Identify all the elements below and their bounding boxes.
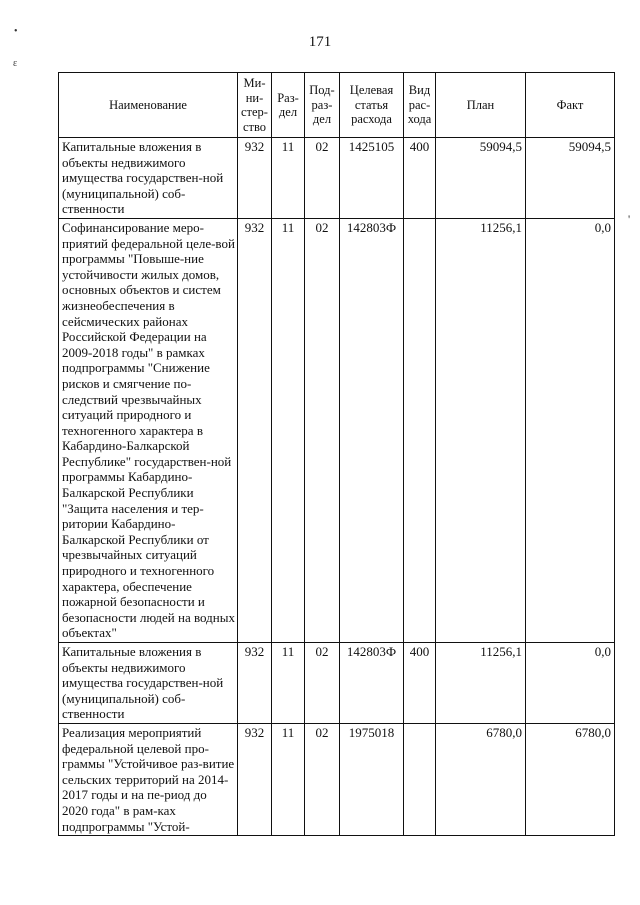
row-plan: 11256,1 [436, 643, 526, 724]
row-plan: 11256,1 [436, 218, 526, 642]
budget-table [58, 72, 615, 836]
row-name: Софинансирование меро-приятий федеральной целе-вой программы "Повыше-ние устойчивости жилых домов, основных объектов и систем жизнеобеспечения в сейсмических районах Российской Федерации на 2009-2018 годы" в рамках подпрограммы "Снижение рисков и смягчение по-следствий чрезвычайных ситуаций природного и техногенного характера в Кабардино-Балкарской Республике" государствен-ной программы Кабардино-Балкарской Республики "Защита населения и тер-ритории Кабардино-Балкарской Республики от чрезвычайных ситуаций природного и техногенного характера, обеспечение пожарной безопасности и безопасности людей на водных объектах" [59, 218, 238, 642]
header-subsection: Под- раз- дел [305, 73, 340, 138]
row-target-item: 142803Ф [340, 643, 404, 724]
row-fact: 6780,0 [526, 723, 615, 835]
row-name: Реализация мероприятий федеральной целевой про-граммы "Устойчивое раз-витие сельских территорий на 2014-2017 годы и на пе-риод до 2020 года" в рам-ках подпрограммы "Устой- [59, 723, 238, 835]
header-name: Наименование [59, 73, 238, 138]
row-ministry: 932 [238, 723, 272, 835]
table-row [59, 218, 615, 642]
row-subsection: 02 [305, 723, 340, 835]
header-ministry: Ми- ни- стер- ство [238, 73, 272, 138]
row-section: 11 [272, 723, 305, 835]
header-section: Раз- дел [272, 73, 305, 138]
row-target-item: 1975018 [340, 723, 404, 835]
row-subsection: 02 [305, 643, 340, 724]
row-ministry: 932 [238, 643, 272, 724]
row-section: 11 [272, 218, 305, 642]
table-header-row [59, 73, 615, 138]
row-ministry: 932 [238, 218, 272, 642]
row-ministry: 932 [238, 138, 272, 219]
header-target-item: Целевая статья расхода [340, 73, 404, 138]
margin-mark: ' [628, 212, 631, 226]
row-expense-type: 400 [404, 138, 436, 219]
row-plan: 59094,5 [436, 138, 526, 219]
row-expense-type [404, 218, 436, 642]
row-fact: 0,0 [526, 643, 615, 724]
margin-mark: ɛ [13, 58, 18, 69]
header-fact: Факт [526, 73, 615, 138]
header-expense-type: Вид рас- хода [404, 73, 436, 138]
row-expense-type [404, 723, 436, 835]
row-name: Капитальные вложения в объекты недвижимого имущества государствен-ной (муниципальной) соб-ственности [59, 138, 238, 219]
row-fact: 59094,5 [526, 138, 615, 219]
row-subsection: 02 [305, 218, 340, 642]
row-target-item: 142803Ф [340, 218, 404, 642]
row-section: 11 [272, 643, 305, 724]
table-row [59, 643, 615, 724]
row-target-item: 1425105 [340, 138, 404, 219]
table-row [59, 138, 615, 219]
row-name: Капитальные вложения в объекты недвижимого имущества государствен-ной (муниципальной) соб-ственности [59, 643, 238, 724]
row-fact: 0,0 [526, 218, 615, 642]
header-plan: План [436, 73, 526, 138]
row-subsection: 02 [305, 138, 340, 219]
page-number: 171 [308, 34, 332, 50]
row-expense-type: 400 [404, 643, 436, 724]
margin-mark: • [14, 26, 18, 37]
table-row [59, 723, 615, 835]
row-plan: 6780,0 [436, 723, 526, 835]
row-section: 11 [272, 138, 305, 219]
